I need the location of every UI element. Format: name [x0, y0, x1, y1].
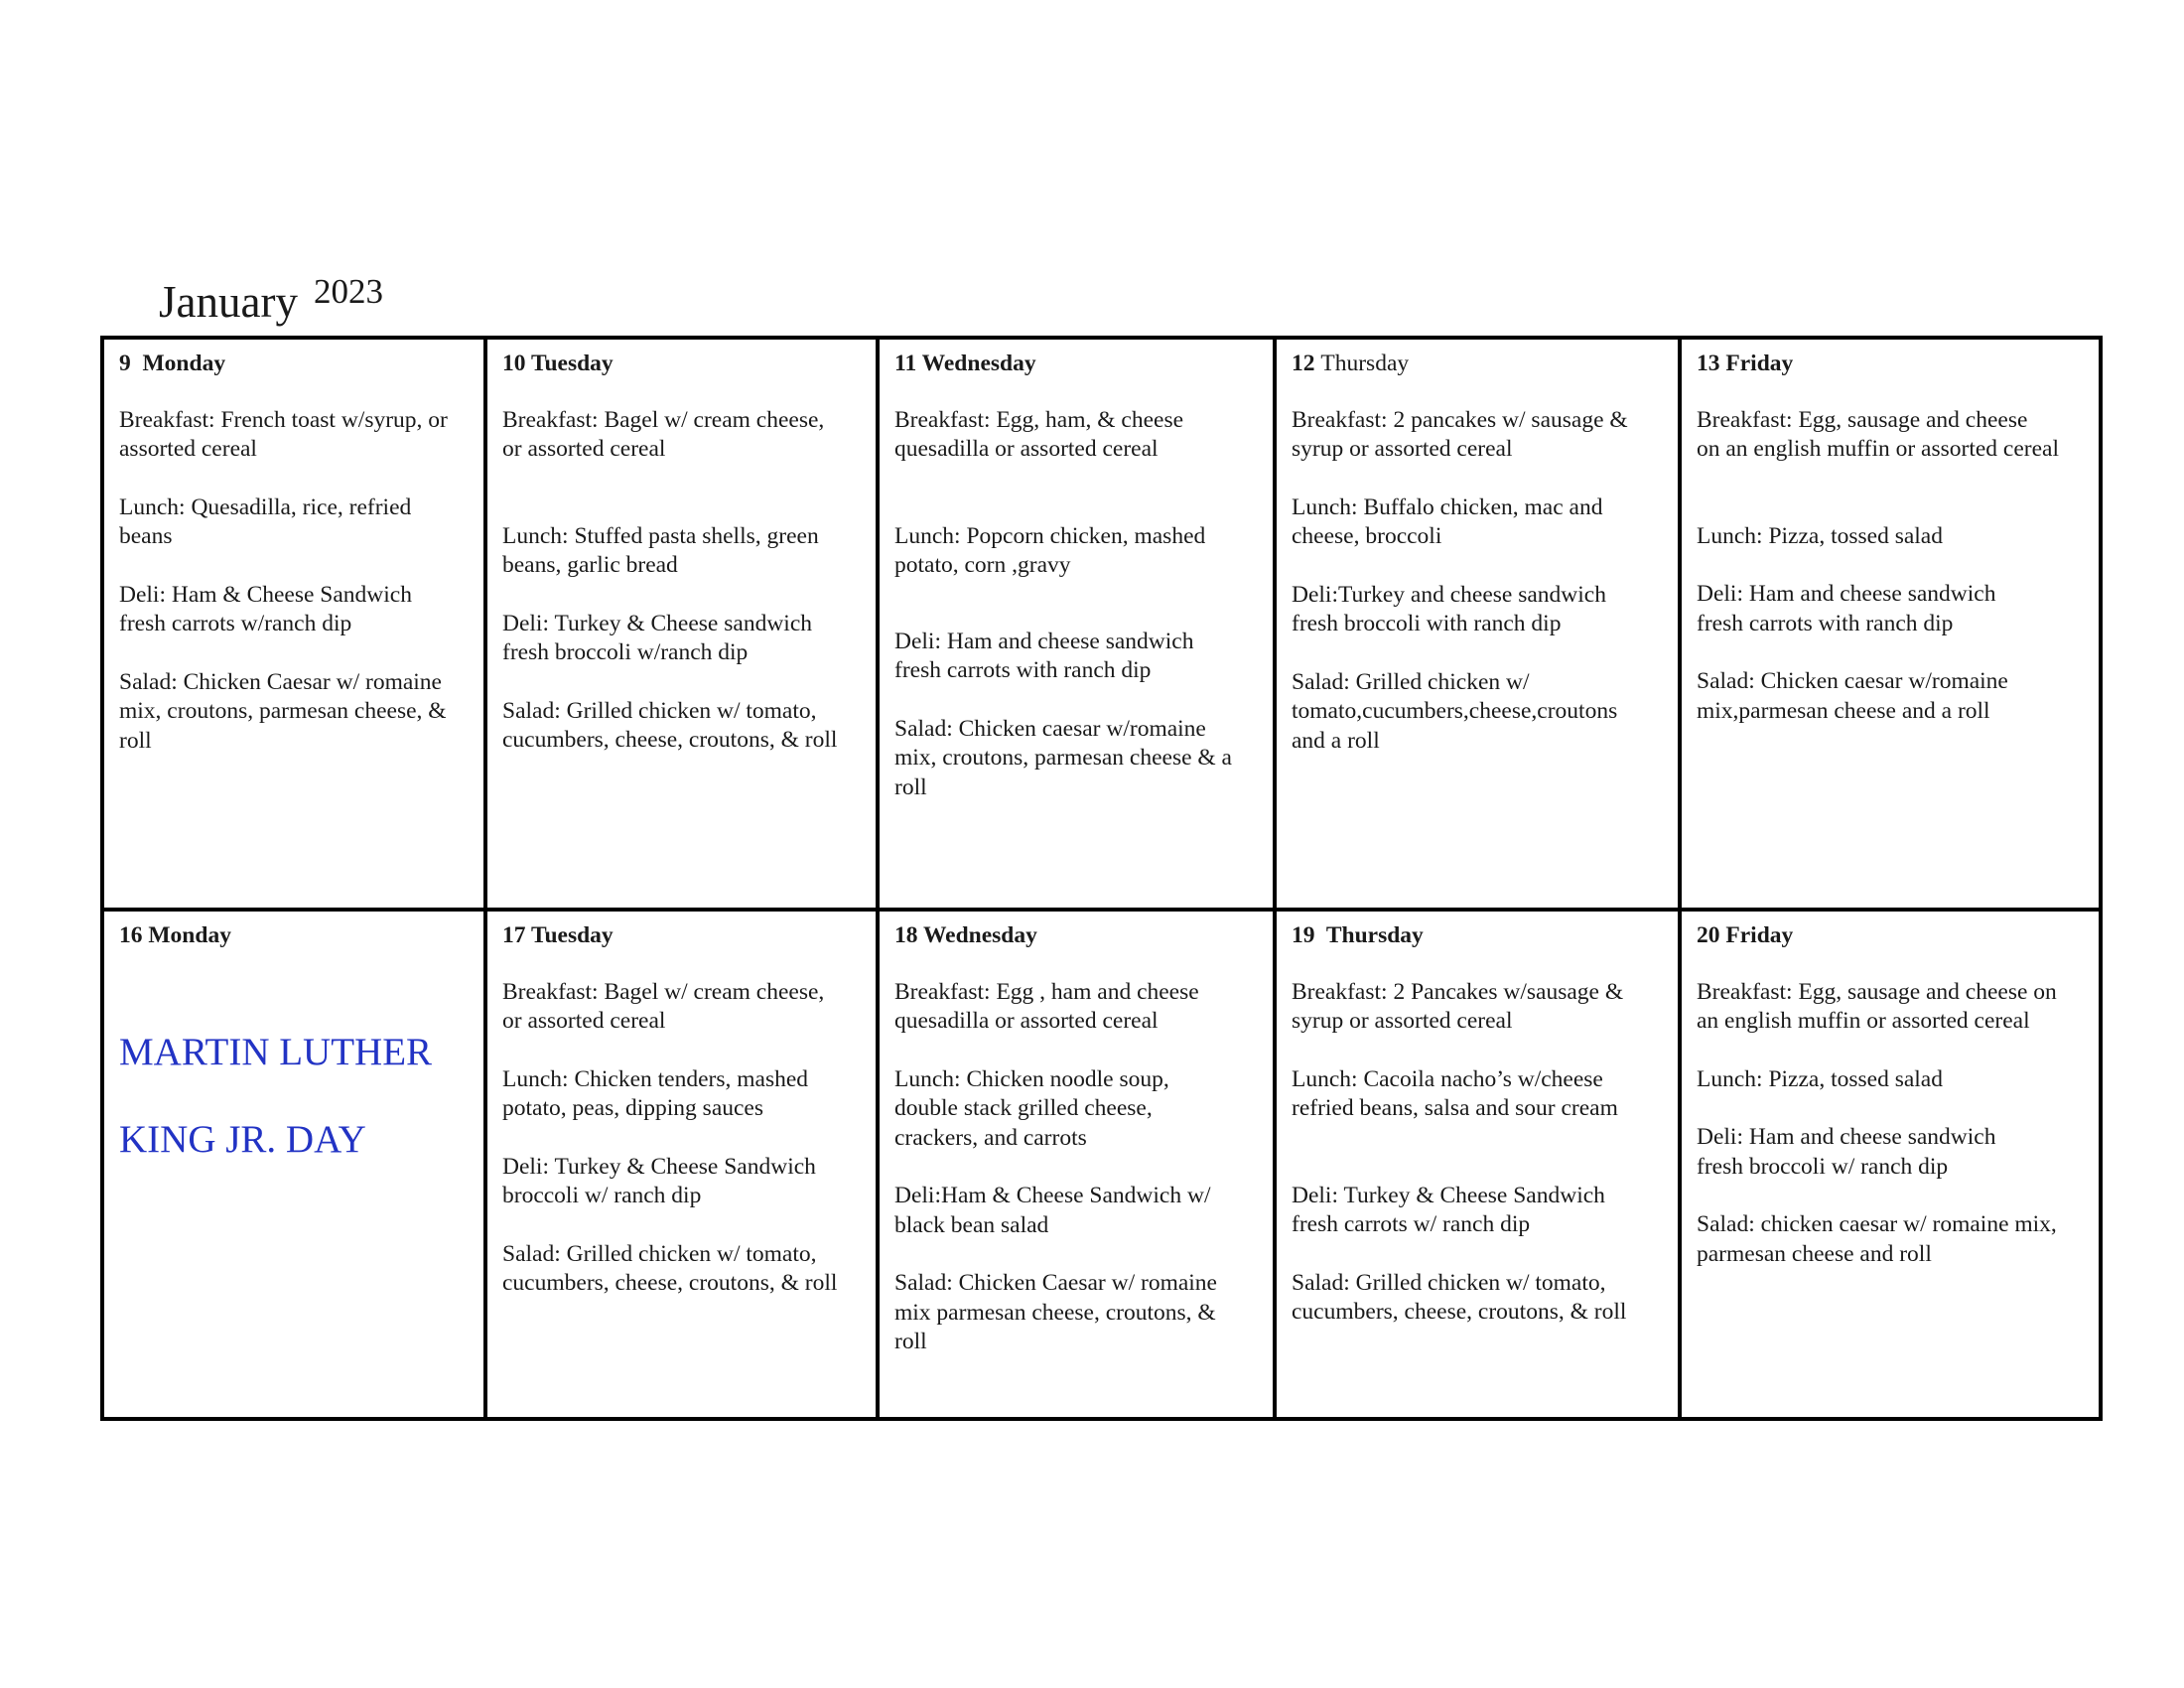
day-cell-11: [880, 340, 1277, 912]
deli-entry: Deli:Turkey and cheese sandwich fresh broccoli with ranch dip: [1292, 581, 1606, 636]
deli-entry: Deli: Ham and cheese sandwich fresh carrots with ranch dip: [1697, 581, 1996, 636]
day-cell-9: [104, 340, 487, 912]
breakfast-entry: Breakfast: Bagel w/ cream cheese, or assorted cereal: [502, 978, 825, 1034]
day-number: 11: [894, 351, 917, 376]
salad-entry: Salad: Chicken Caesar w/ romaine mix, croutons, parmesan cheese, & roll: [119, 668, 447, 754]
deli-entry: Deli: Turkey & Cheese sandwich fresh broccoli w/ranch dip: [502, 610, 812, 665]
lunch-entry: Lunch: Cacoila nacho’s w/cheese refried beans, salsa and sour cream: [1292, 1065, 1618, 1121]
deli-entry: Deli: Turkey & Cheese Sandwich fresh carrots w/ ranch dip: [1292, 1182, 1605, 1237]
breakfast-entry: Breakfast: 2 Pancakes w/sausage & syrup or assorted cereal: [1292, 978, 1624, 1034]
day-weekday: Monday: [142, 351, 226, 376]
calendar-title: [159, 274, 383, 325]
day-header: [119, 921, 470, 951]
breakfast-entry: Breakfast: 2 pancakes w/ sausage & syrup or assorted cereal: [1292, 406, 1628, 462]
day-header: [1292, 350, 1664, 379]
day-weekday: Tuesday: [530, 922, 614, 948]
deli-entry: Deli: Turkey & Cheese Sandwich broccoli w/ ranch dip: [502, 1153, 816, 1208]
deli-entry: Deli:Ham & Cheese Sandwich w/ black bean salad: [894, 1183, 1211, 1238]
deli-entry: Deli: Ham and cheese sandwich fresh carrots with ranch dip: [894, 628, 1194, 683]
lunch-entry: Lunch: Pizza, tossed salad: [1697, 522, 1943, 549]
day-number: 16: [119, 922, 143, 948]
salad-entry: Salad: Grilled chicken w/ tomato, cucumbers, cheese, croutons, & roll: [502, 697, 838, 753]
day-weekday: Monday: [148, 922, 231, 948]
day-weekday: Friday: [1725, 922, 1794, 948]
salad-entry: Salad: Chicken caesar w/romaine mix,parmesan cheese and a roll: [1697, 668, 2008, 724]
day-number: 12: [1292, 351, 1315, 376]
day-weekday: Thursday: [1325, 922, 1424, 948]
holiday-line-1: MARTIN LUTHER: [119, 1030, 433, 1073]
salad-entry: Salad: Grilled chicken w/ tomato, cucumbers, cheese, croutons, & roll: [502, 1240, 838, 1296]
holiday-notice: [119, 1030, 470, 1161]
day-header: [502, 350, 862, 379]
day-cell-16: [104, 912, 487, 1417]
day-weekday: Wednesday: [922, 922, 1037, 948]
day-cell-10: [487, 340, 880, 912]
day-cell-18: [880, 912, 1277, 1417]
menu-calendar-grid: [100, 336, 2103, 1421]
lunch-entry: Lunch: Stuffed pasta shells, green beans, garlic bread: [502, 522, 819, 578]
salad-entry: Salad: Chicken Caesar w/ romaine mix parmesan cheese, croutons, & roll: [894, 1270, 1217, 1354]
salad-entry: Salad: chicken caesar w/ romaine mix, parmesan cheese and roll: [1697, 1211, 2057, 1267]
day-header: [894, 921, 1259, 951]
day-weekday: Friday: [1725, 351, 1794, 376]
day-header: [119, 350, 470, 379]
day-header: [502, 921, 862, 951]
deli-entry: Deli: Ham and cheese sandwich fresh broccoli w/ ranch dip: [1697, 1124, 1996, 1180]
day-number: 17: [502, 922, 526, 948]
breakfast-entry: Breakfast: French toast w/syrup, or assorted cereal: [119, 406, 448, 462]
day-number: 9: [119, 351, 131, 376]
day-weekday: Tuesday: [530, 351, 614, 376]
day-cell-20: [1682, 912, 2099, 1417]
day-header: [1697, 350, 2085, 379]
day-number: 19: [1292, 922, 1315, 948]
salad-entry: Salad: Chicken caesar w/romaine mix, croutons, parmesan cheese & a roll: [894, 715, 1232, 800]
salad-entry: Salad: Grilled chicken w/ tomato, cucumbers, cheese, croutons, & roll: [1292, 1269, 1627, 1325]
deli-entry: Deli: Ham & Cheese Sandwich fresh carrots w/ranch dip: [119, 581, 412, 636]
day-cell-12: [1277, 340, 1682, 912]
breakfast-entry: Breakfast: Egg , ham and cheese quesadilla or assorted cereal: [894, 978, 1199, 1034]
lunch-entry: Lunch: Chicken noodle soup, double stack grilled cheese, crackers, and carrots: [894, 1065, 1169, 1151]
breakfast-entry: Breakfast: Egg, sausage and cheese on an english muffin or assorted cereal: [1697, 406, 2060, 462]
day-number: 10: [502, 351, 526, 376]
breakfast-entry: Breakfast: Egg, ham, & cheese quesadilla or assorted cereal: [894, 406, 1184, 462]
lunch-entry: Lunch: Popcorn chicken, mashed potato, corn ,gravy: [894, 522, 1206, 578]
breakfast-entry: Breakfast: Bagel w/ cream cheese, or assorted cereal: [502, 406, 825, 462]
day-weekday: Thursday: [1320, 351, 1410, 376]
day-cell-17: [487, 912, 880, 1417]
breakfast-entry: Breakfast: Egg, sausage and cheese on an english muffin or assorted cereal: [1697, 978, 2057, 1034]
lunch-entry: Lunch: Quesadilla, rice, refried beans: [119, 493, 412, 549]
lunch-entry: Lunch: Chicken tenders, mashed potato, peas, dipping sauces: [502, 1065, 809, 1121]
day-header: [894, 350, 1259, 379]
holiday-line-2: KING JR. DAY: [119, 1117, 366, 1161]
day-header: [1697, 921, 2085, 951]
day-number: 20: [1697, 922, 1720, 948]
day-cell-19: [1277, 912, 1682, 1417]
lunch-entry: Lunch: Buffalo chicken, mac and cheese, broccoli: [1292, 493, 1603, 549]
salad-entry: Salad: Grilled chicken w/ tomato,cucumbers,cheese,croutons and a roll: [1292, 668, 1618, 754]
year-label: 2023: [313, 272, 383, 311]
day-header: [1292, 921, 1664, 951]
month-label: January: [159, 277, 298, 327]
day-weekday: Wednesday: [921, 351, 1036, 376]
day-number: 18: [894, 922, 918, 948]
lunch-entry: Lunch: Pizza, tossed salad: [1697, 1065, 1943, 1092]
day-number: 13: [1697, 351, 1720, 376]
day-cell-13: [1682, 340, 2099, 912]
